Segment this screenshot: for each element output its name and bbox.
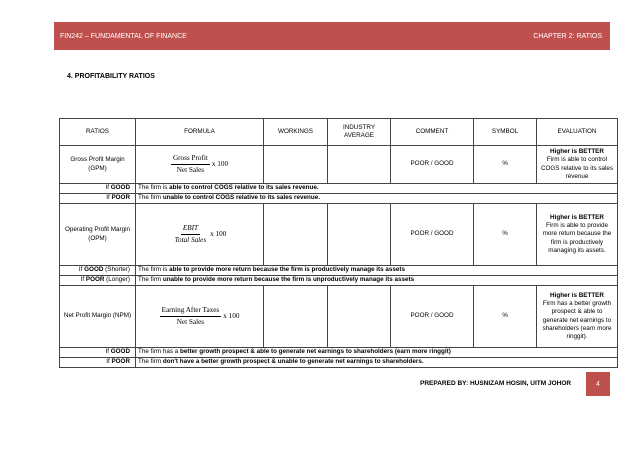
- formula-denominator: Net Sales: [176, 318, 205, 326]
- ratio-name: Gross Profit Margin (GPM): [60, 146, 136, 184]
- comment-cell: POOR / GOOD: [391, 204, 474, 266]
- formula-multiplier: x 100: [210, 229, 227, 238]
- ratios-table: [59, 118, 618, 368]
- formula-fraction: [171, 154, 210, 176]
- formula-multiplier: x 100: [223, 311, 240, 320]
- column-header: FORMULA: [136, 119, 264, 146]
- header-chapter-title: CHAPTER 2: RATIOS: [533, 32, 602, 40]
- note-row-poor: [60, 276, 618, 286]
- column-header: EVALUATION: [537, 119, 618, 146]
- evaluation-heading: Higher is BETTER: [550, 214, 604, 222]
- header-bar: [54, 22, 610, 50]
- symbol-cell: %: [474, 146, 537, 184]
- formula-cell: [136, 286, 264, 348]
- column-header: COMMENT: [391, 119, 474, 146]
- column-header: INDUSTRY AVERAGE: [328, 119, 391, 146]
- formula-numerator: Earning After Taxes: [160, 306, 222, 317]
- note-row-good: [60, 184, 618, 194]
- formula-numerator: Gross Profit: [171, 154, 210, 165]
- column-header: SYMBOL: [474, 119, 537, 146]
- ratio-name: Net Profit Margin (NPM): [60, 286, 136, 348]
- note-row-good: [60, 348, 618, 358]
- formula-cell: [136, 146, 264, 184]
- formula-denominator: Total Sales: [174, 236, 207, 244]
- note-label: If POOR: [60, 358, 136, 368]
- table-row-gpm: [60, 146, 618, 184]
- section-title: 4. PROFITABILITY RATIOS: [67, 73, 155, 80]
- formula-multiplier: x 100: [211, 159, 229, 168]
- industry-average-cell: [328, 204, 391, 266]
- formula-cell: [136, 204, 264, 266]
- evaluation-heading: Higher is BETTER: [550, 148, 604, 156]
- symbol-cell: %: [474, 204, 537, 266]
- note-text: The firm is able to provide more return because the firm is productively manage its assets: [136, 266, 618, 276]
- industry-average-cell: [328, 146, 391, 184]
- comment-cell: POOR / GOOD: [391, 146, 474, 184]
- note-label: If GOOD (Shorter): [60, 266, 136, 276]
- formula-numerator: EBIT: [181, 224, 200, 235]
- note-label: If POOR: [60, 194, 136, 204]
- note-label: If GOOD: [60, 184, 136, 194]
- column-header: RATIOS: [60, 119, 136, 146]
- note-label: If POOR (Longer): [60, 276, 136, 286]
- evaluation-heading: Higher is BETTER: [550, 291, 604, 299]
- table-header-row: [60, 119, 618, 146]
- footer-credit: PREPARED BY: HUSNIZAM HOSIN, UITM JOHOR: [420, 380, 572, 387]
- evaluation-text: Firm is able to provide more return because the firm is productively managing its assets.: [542, 222, 612, 254]
- note-text: The firm don't have a better growth prospect & unable to generate net earnings to shareholders.: [136, 358, 618, 368]
- comment-cell: POOR / GOOD: [391, 286, 474, 348]
- note-text: The firm is able to control COGS relative to its sales revenue.: [136, 184, 618, 194]
- workings-cell: [264, 204, 328, 266]
- note-text: The firm unable to control COGS relative to its sales revenue.: [136, 194, 618, 204]
- note-text: The firm has a better growth prospect & able to generate net earnings to shareholders (earn more ringgit): [136, 348, 618, 358]
- formula-fraction: [160, 306, 222, 328]
- ratio-name: Operating Profit Margin (OPM): [60, 204, 136, 266]
- column-header: WORKINGS: [264, 119, 328, 146]
- note-row-good: [60, 266, 618, 276]
- symbol-cell: %: [474, 286, 537, 348]
- evaluation-text: Firm is able to control COGS relative to its sales revenue: [540, 156, 614, 180]
- workings-cell: [264, 286, 328, 348]
- formula-denominator: Net Sales: [176, 166, 205, 174]
- workings-cell: [264, 146, 328, 184]
- note-row-poor: [60, 358, 618, 368]
- evaluation-cell: [537, 204, 618, 266]
- table-row-opm: [60, 204, 618, 266]
- header-course-title: FIN242 – FUNDAMENTAL OF FINANCE: [60, 32, 187, 40]
- industry-average-cell: [328, 286, 391, 348]
- table-row-npm: [60, 286, 618, 348]
- note-row-poor: [60, 194, 618, 204]
- formula-fraction: [173, 224, 209, 246]
- evaluation-cell: [537, 286, 618, 348]
- evaluation-text: Firm has a better growth prospect & able to generate net earnings to shareholders (earn more ringgit).: [542, 300, 612, 340]
- evaluation-cell: [537, 146, 618, 184]
- note-text: The firm unable to provide more return because the firm is unproductively manage its assets: [136, 276, 618, 286]
- note-label: If GOOD: [60, 348, 136, 358]
- page-number: 4: [586, 372, 610, 396]
